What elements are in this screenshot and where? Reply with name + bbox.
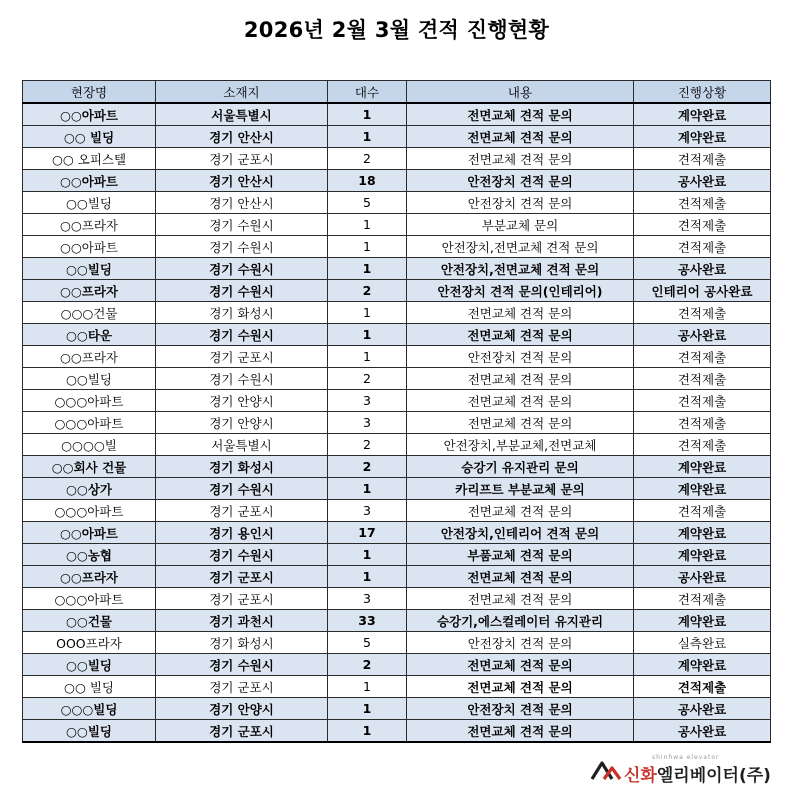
cell-units: 1 xyxy=(328,236,407,258)
cell-units: 3 xyxy=(328,500,407,522)
table-row xyxy=(23,148,771,170)
cell-units: 1 xyxy=(328,566,407,588)
cell-location: 경기 군포시 xyxy=(156,148,328,170)
cell-location: 경기 군포시 xyxy=(156,500,328,522)
table-row xyxy=(23,588,771,610)
cell-status: 견적제출 xyxy=(634,214,771,236)
column-header-location: 소재지 xyxy=(156,81,328,104)
table-row xyxy=(23,698,771,720)
cell-content: 전면교체 견적 문의 xyxy=(407,588,634,610)
cell-location: 서울특별시 xyxy=(156,103,328,126)
cell-content: 부분교체 문의 xyxy=(407,214,634,236)
cell-content: 카리프트 부분교체 문의 xyxy=(407,478,634,500)
cell-content: 전면교체 견적 문의 xyxy=(407,676,634,698)
table-row xyxy=(23,632,771,654)
cell-status: 견적제출 xyxy=(634,500,771,522)
cell-site: ○○프라자 xyxy=(23,280,156,302)
cell-status: 계약완료 xyxy=(634,478,771,500)
cell-units: 2 xyxy=(328,434,407,456)
table-row xyxy=(23,258,771,280)
cell-location: 경기 과천시 xyxy=(156,610,328,632)
cell-units: 1 xyxy=(328,676,407,698)
cell-location: 경기 화성시 xyxy=(156,456,328,478)
cell-units: 2 xyxy=(328,456,407,478)
table-row xyxy=(23,544,771,566)
cell-status: 견적제출 xyxy=(634,412,771,434)
company-logo xyxy=(590,754,771,786)
cell-site: ○○ 빌딩 xyxy=(23,676,156,698)
cell-location: 경기 수원시 xyxy=(156,258,328,280)
cell-site: ○○○아파트 xyxy=(23,588,156,610)
column-header-units: 대수 xyxy=(328,81,407,104)
cell-location: 경기 안산시 xyxy=(156,170,328,192)
cell-content: 안전장치 견적 문의 xyxy=(407,698,634,720)
cell-status: 견적제출 xyxy=(634,588,771,610)
cell-location: 경기 화성시 xyxy=(156,302,328,324)
cell-status: 공사완료 xyxy=(634,170,771,192)
cell-location: 경기 화성시 xyxy=(156,632,328,654)
cell-location: 경기 군포시 xyxy=(156,720,328,743)
cell-status: 공사완료 xyxy=(634,698,771,720)
cell-units: 1 xyxy=(328,324,407,346)
cell-location: 경기 용인시 xyxy=(156,522,328,544)
cell-location: 경기 안양시 xyxy=(156,698,328,720)
cell-site: ○○회사 건물 xyxy=(23,456,156,478)
table-row xyxy=(23,214,771,236)
cell-location: 경기 안양시 xyxy=(156,390,328,412)
cell-site: ○○○빌딩 xyxy=(23,698,156,720)
table-row xyxy=(23,280,771,302)
table-row xyxy=(23,456,771,478)
cell-site: ○○빌딩 xyxy=(23,368,156,390)
cell-content: 전면교체 견적 문의 xyxy=(407,654,634,676)
cell-location: 경기 군포시 xyxy=(156,566,328,588)
cell-status: 견적제출 xyxy=(634,676,771,698)
cell-content: 승강기 유지관리 문의 xyxy=(407,456,634,478)
cell-site: ○○○아파트 xyxy=(23,412,156,434)
cell-site: ○○○아파트 xyxy=(23,500,156,522)
cell-content: 전면교체 견적 문의 xyxy=(407,103,634,126)
cell-content: 안전장치,전면교체 견적 문의 xyxy=(407,236,634,258)
table-row xyxy=(23,500,771,522)
cell-content: 안전장치,부분교체,전면교체 xyxy=(407,434,634,456)
table-row xyxy=(23,103,771,126)
cell-content: 안전장치 견적 문의 xyxy=(407,170,634,192)
table-row xyxy=(23,236,771,258)
table-row xyxy=(23,610,771,632)
column-header-status: 진행상황 xyxy=(634,81,771,104)
table-row xyxy=(23,654,771,676)
cell-location: 경기 수원시 xyxy=(156,236,328,258)
cell-units: 3 xyxy=(328,390,407,412)
cell-site: ○○빌딩 xyxy=(23,258,156,280)
table-header-row xyxy=(23,81,771,104)
table-row xyxy=(23,302,771,324)
cell-units: 1 xyxy=(328,103,407,126)
cell-status: 공사완료 xyxy=(634,324,771,346)
cell-content: 전면교체 견적 문의 xyxy=(407,126,634,148)
cell-units: 1 xyxy=(328,346,407,368)
cell-content: 안전장치,전면교체 견적 문의 xyxy=(407,258,634,280)
cell-content: 전면교체 견적 문의 xyxy=(407,566,634,588)
table-row xyxy=(23,368,771,390)
cell-status: 공사완료 xyxy=(634,720,771,743)
logo-subtitle: shinhwa elevator xyxy=(652,754,720,761)
cell-status: 공사완료 xyxy=(634,566,771,588)
cell-location: 경기 군포시 xyxy=(156,588,328,610)
table-row xyxy=(23,192,771,214)
page-title: 2026년 2월 3월 견적 진행현황 xyxy=(243,18,550,42)
cell-units: 1 xyxy=(328,214,407,236)
cell-content: 안전장치 견적 문의 xyxy=(407,192,634,214)
cell-units: 1 xyxy=(328,258,407,280)
logo-suffix: (주) xyxy=(738,766,771,786)
cell-units: 5 xyxy=(328,192,407,214)
cell-content: 안전장치 견적 문의 xyxy=(407,346,634,368)
column-header-site: 현장명 xyxy=(23,81,156,104)
cell-content: 전면교체 견적 문의 xyxy=(407,302,634,324)
cell-units: 2 xyxy=(328,280,407,302)
cell-units: 2 xyxy=(328,368,407,390)
cell-site: ○○프라자 xyxy=(23,566,156,588)
cell-status: 계약완료 xyxy=(634,544,771,566)
table-row xyxy=(23,676,771,698)
cell-location: 서울특별시 xyxy=(156,434,328,456)
cell-units: 3 xyxy=(328,588,407,610)
cell-status: 견적제출 xyxy=(634,236,771,258)
table-row xyxy=(23,170,771,192)
cell-content: 전면교체 견적 문의 xyxy=(407,148,634,170)
cell-units: 2 xyxy=(328,654,407,676)
cell-site: ○○농협 xyxy=(23,544,156,566)
cell-units: 1 xyxy=(328,126,407,148)
cell-status: 견적제출 xyxy=(634,346,771,368)
cell-status: 견적제출 xyxy=(634,148,771,170)
cell-content: 안전장치 견적 문의(인테리어) xyxy=(407,280,634,302)
cell-units: 18 xyxy=(328,170,407,192)
cell-content: 전면교체 견적 문의 xyxy=(407,500,634,522)
cell-content: 전면교체 견적 문의 xyxy=(407,412,634,434)
estimate-status-table xyxy=(22,80,771,743)
cell-location: 경기 수원시 xyxy=(156,324,328,346)
cell-location: 경기 수원시 xyxy=(156,368,328,390)
table-row xyxy=(23,346,771,368)
table-row xyxy=(23,478,771,500)
table-row xyxy=(23,522,771,544)
cell-status: 견적제출 xyxy=(634,434,771,456)
cell-content: 승강기,에스컬레이터 유지관리 xyxy=(407,610,634,632)
cell-content: 전면교체 견적 문의 xyxy=(407,390,634,412)
cell-status: 계약완료 xyxy=(634,522,771,544)
cell-location: 경기 수원시 xyxy=(156,654,328,676)
cell-units: 1 xyxy=(328,478,407,500)
cell-status: 계약완료 xyxy=(634,654,771,676)
cell-site: ○○타운 xyxy=(23,324,156,346)
cell-content: 안전장치,인테리어 견적 문의 xyxy=(407,522,634,544)
cell-status: 계약완료 xyxy=(634,610,771,632)
cell-location: 경기 수원시 xyxy=(156,478,328,500)
cell-location: 경기 안산시 xyxy=(156,192,328,214)
cell-site: ○○아파트 xyxy=(23,103,156,126)
cell-units: 2 xyxy=(328,148,407,170)
cell-site: ○○프라자 xyxy=(23,214,156,236)
cell-location: 경기 군포시 xyxy=(156,346,328,368)
logo-name-red: 신화 xyxy=(624,766,657,786)
cell-units: 33 xyxy=(328,610,407,632)
table-row xyxy=(23,126,771,148)
cell-status: 견적제출 xyxy=(634,368,771,390)
cell-site: ○○ 오피스텔 xyxy=(23,148,156,170)
cell-units: 1 xyxy=(328,720,407,743)
cell-status: 인테리어 공사완료 xyxy=(634,280,771,302)
cell-units: 5 xyxy=(328,632,407,654)
column-header-content: 내용 xyxy=(407,81,634,104)
cell-site: ○○ 빌딩 xyxy=(23,126,156,148)
cell-status: 실측완료 xyxy=(634,632,771,654)
cell-location: 경기 안양시 xyxy=(156,412,328,434)
cell-site: ○○빌딩 xyxy=(23,192,156,214)
cell-location: 경기 군포시 xyxy=(156,676,328,698)
cell-site: ○○○○빌 xyxy=(23,434,156,456)
cell-units: 3 xyxy=(328,412,407,434)
cell-site: ○○아파트 xyxy=(23,522,156,544)
cell-status: 견적제출 xyxy=(634,192,771,214)
cell-location: 경기 수원시 xyxy=(156,280,328,302)
table-row xyxy=(23,412,771,434)
cell-content: 부품교체 견적 문의 xyxy=(407,544,634,566)
cell-location: 경기 안산시 xyxy=(156,126,328,148)
cell-status: 견적제출 xyxy=(634,302,771,324)
cell-content: 안전장치 견적 문의 xyxy=(407,632,634,654)
cell-site: ○○○건물 xyxy=(23,302,156,324)
table-row xyxy=(23,434,771,456)
cell-site: ○○프라자 xyxy=(23,346,156,368)
cell-content: 전면교체 견적 문의 xyxy=(407,368,634,390)
cell-site: ○○빌딩 xyxy=(23,720,156,743)
cell-site: ○○아파트 xyxy=(23,236,156,258)
cell-units: 17 xyxy=(328,522,407,544)
cell-site: OOO프라자 xyxy=(23,632,156,654)
cell-units: 1 xyxy=(328,544,407,566)
cell-units: 1 xyxy=(328,698,407,720)
cell-status: 공사완료 xyxy=(634,258,771,280)
cell-status: 계약완료 xyxy=(634,126,771,148)
cell-location: 경기 수원시 xyxy=(156,544,328,566)
shinhwa-logo-icon xyxy=(590,759,622,781)
cell-location: 경기 수원시 xyxy=(156,214,328,236)
logo-text xyxy=(624,761,771,786)
cell-content: 전면교체 견적 문의 xyxy=(407,720,634,743)
cell-status: 계약완료 xyxy=(634,103,771,126)
table-row xyxy=(23,324,771,346)
cell-site: ○○빌딩 xyxy=(23,654,156,676)
cell-status: 견적제출 xyxy=(634,390,771,412)
cell-content: 전면교체 견적 문의 xyxy=(407,324,634,346)
cell-site: ○○건물 xyxy=(23,610,156,632)
table-row xyxy=(23,720,771,743)
logo-name-rest: 엘리베이터 xyxy=(656,766,739,786)
table-body xyxy=(23,103,771,742)
table-row xyxy=(23,566,771,588)
cell-status: 계약완료 xyxy=(634,456,771,478)
cell-units: 1 xyxy=(328,302,407,324)
cell-site: ○○아파트 xyxy=(23,170,156,192)
table-row xyxy=(23,390,771,412)
cell-site: ○○상가 xyxy=(23,478,156,500)
cell-site: ○○○아파트 xyxy=(23,390,156,412)
